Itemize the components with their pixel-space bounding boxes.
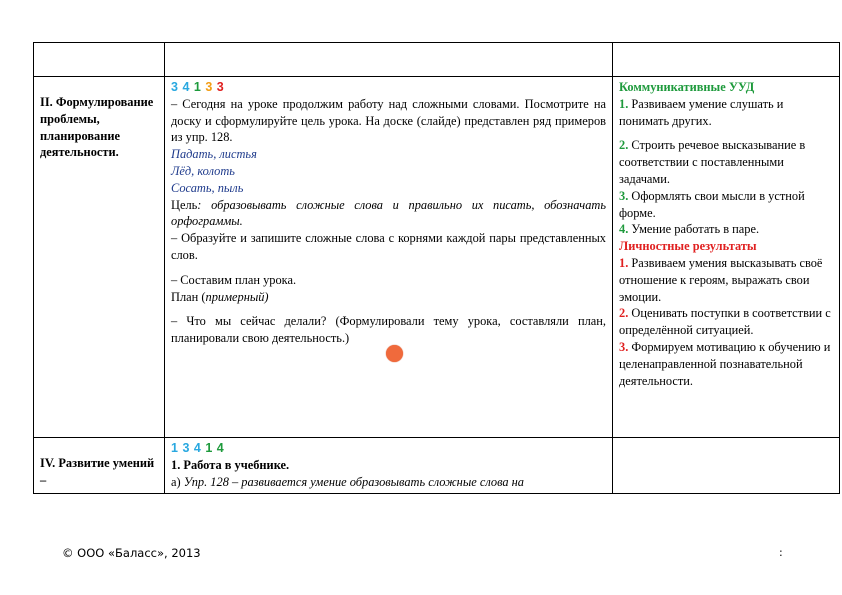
- copyright-footer: © ООО «Баласс», 2013: [62, 546, 201, 560]
- stage-cell: [34, 77, 165, 438]
- uud-digits: [171, 79, 606, 96]
- table-row-empty: [34, 43, 840, 77]
- table-row-stage-2: [34, 77, 840, 438]
- page-mark: :: [779, 546, 783, 559]
- uud-item: 2. Строить речевое высказывание в соответствии с поставленными задачами.: [619, 138, 806, 186]
- lesson-table: [33, 42, 840, 494]
- goal-label: Цель: [171, 197, 198, 212]
- cell-empty-stage: [34, 43, 165, 77]
- uud-item: 4. Умение работать в паре.: [619, 222, 760, 237]
- stage-title: IV. Развитие умений –: [40, 456, 155, 487]
- plan-intro: – Составим план урока.: [171, 272, 297, 287]
- uud-item: 1. Развиваем умение слушать и понимать других.: [619, 96, 784, 128]
- example-pair: Лёд, колоть: [171, 163, 235, 178]
- plan-line: [171, 289, 606, 306]
- task-instruction: – Образуйте и запишите сложные слова с корнями каждой пары представленных слов.: [171, 231, 606, 262]
- cell-empty-content: [165, 43, 613, 77]
- personal-results-title: Личностные результаты: [619, 239, 757, 254]
- digit: 4: [193, 441, 202, 455]
- content-cell: [165, 77, 613, 438]
- stage-cell: [34, 438, 165, 494]
- section-heading: 1. Работа в учебнике.: [171, 457, 290, 472]
- uud-item: 1. Развиваем умения высказывать своё отношение к героям, выражать свои эмоции.: [619, 255, 823, 304]
- example-pair: Падать, листья: [171, 147, 257, 162]
- digit: 1: [205, 441, 213, 455]
- uud-cell: [613, 438, 840, 494]
- communicative-uud-title: Коммуникативные УУД: [619, 80, 755, 94]
- digit: 4: [182, 80, 190, 94]
- digit: 1: [171, 441, 179, 455]
- table-row-stage-4: [34, 438, 840, 494]
- goal-text: : образовывать сложные слова и правильно их писать, обозначать орфограммы.: [171, 197, 606, 229]
- plan-italic: примерный): [205, 289, 269, 304]
- uud-cell: [613, 77, 840, 438]
- example-pair: Сосать, пыль: [171, 180, 244, 195]
- reflection-question: – Что мы сейчас делали? (Формулировали тему урока, составляли план, планировали свою деятельность.): [171, 314, 606, 346]
- digit: 3: [216, 80, 225, 94]
- digit: 1: [193, 80, 202, 94]
- digit: 3: [182, 441, 190, 455]
- content-cell: [165, 438, 613, 494]
- digit: 3: [171, 80, 179, 94]
- uud-item: 3. Оформлять свои мысли в устной форме.: [619, 188, 805, 220]
- teacher-intro: – Сегодня на уроке продолжим работу над сложными словами. Посмотрите на доску и сформулируйте цель урока. На доске (слайде) представлен ряд примеров из упр. 128.: [171, 96, 606, 145]
- uud-item: 2. Оценивать поступки в соответствии с определённой ситуацией.: [619, 306, 831, 338]
- digit: 4: [216, 441, 225, 455]
- digit: 3: [205, 80, 213, 94]
- lesson-goal: [171, 197, 606, 231]
- stage-title: II. Формулирование проблемы, планирование деятельности.: [40, 95, 154, 160]
- uud-digits: [171, 440, 606, 457]
- uud-item: 3. Формируем мотивацию к обучению и целенаправленной познавательной деятельности.: [619, 339, 831, 388]
- plan-label: План (: [171, 289, 206, 304]
- cell-empty-uud: [613, 43, 840, 77]
- exercise-line: а) Упр. 128 – развивается умение образовывать сложные слова на: [171, 474, 524, 489]
- pointer-marker: [386, 345, 403, 362]
